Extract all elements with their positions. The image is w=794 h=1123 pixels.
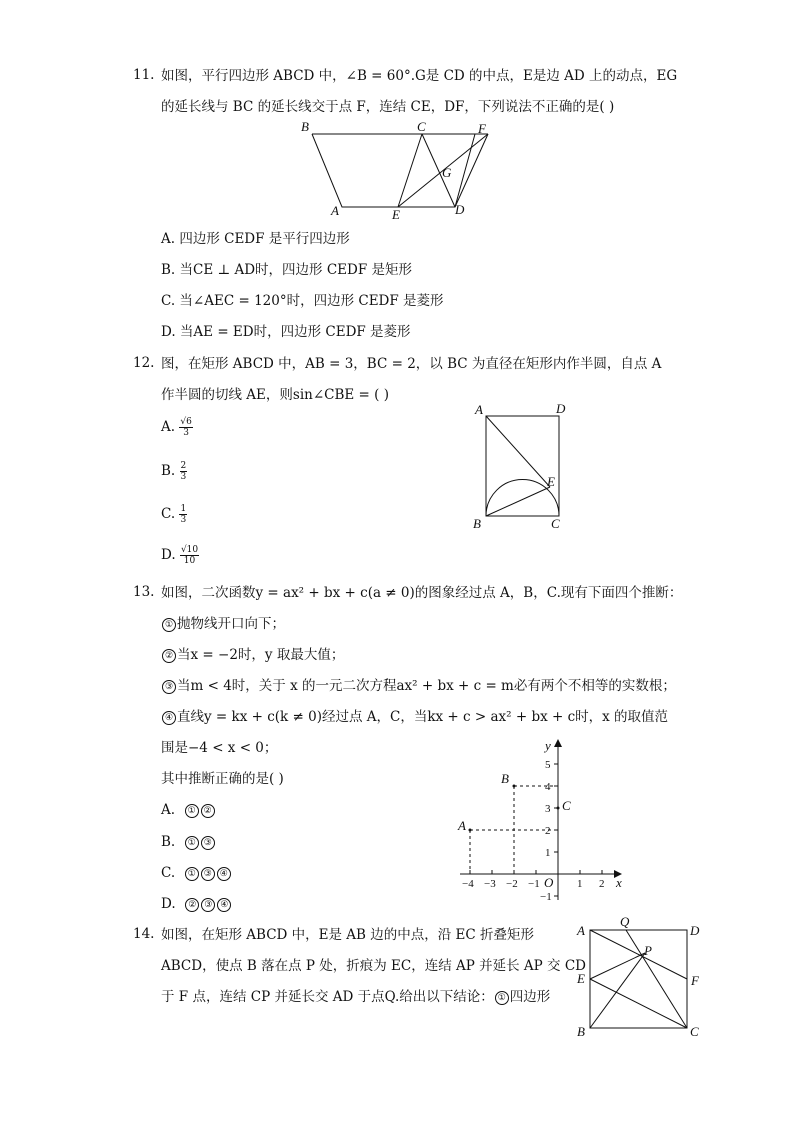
q13-item-2-mark: ② [162, 649, 176, 663]
q14-line2: ABCD，使点 B 落在点 P 处，折痕为 EC，连结 AP 并延长 AP 交 CD [161, 958, 586, 974]
q11-label-D: D [455, 202, 465, 217]
circled-number-mark: ③ [201, 867, 215, 881]
q14-label-A: A [577, 923, 585, 938]
q12-label-D: D [556, 401, 566, 416]
q14-label-D: D [690, 923, 700, 938]
q12-label-E: E [547, 474, 555, 489]
q13-item-3-text: 当m < 4时，关于 x 的一元二次方程ax² + bx + c = m必有两个不相等的实数根； [177, 678, 676, 694]
q14-rectangle [590, 930, 687, 1028]
q14-line3-mark: ① [495, 991, 509, 1005]
q11-option-d: D. 当AE = ED时，四边形 CEDF 是菱形 [161, 324, 411, 340]
q12-label-C: C [551, 516, 560, 531]
q14-line1: 如图，在矩形 ABCD 中，E是 AB 边的中点，沿 EC 折叠矩形 [161, 927, 535, 943]
circled-number-mark: ① [185, 804, 199, 818]
q12-option-c-denominator: 3 [180, 515, 187, 525]
q11-option-c: C. 当∠AEC = 120°时，四边形 CEDF 是菱形 [161, 293, 444, 309]
q13-ytick-2: 2 [545, 825, 551, 837]
q12-option-b-label: B. [161, 463, 176, 479]
q14-label-Q: Q [620, 914, 630, 929]
circled-number-mark: ④ [217, 867, 231, 881]
q11-label-F: F [478, 121, 486, 136]
q13-number: 13. [133, 584, 155, 600]
q13-label-B: B [501, 771, 509, 786]
q13-ytick-neg1: −1 [540, 891, 552, 903]
q12-option-d-label: D. [161, 547, 176, 563]
q12-stem-line1: 图，在矩形 ABCD 中，AB = 3，BC = 2，以 BC 为直径在矩形内作半圆，自点 A [161, 356, 662, 372]
q13-item-2-text: 当x = −2时，y 取最大值； [177, 647, 345, 663]
q13-item-1-mark: ① [162, 618, 176, 632]
q13-item-4-mark: ④ [162, 711, 176, 725]
q11-label-C: C [417, 119, 426, 134]
q12-option-a-numerator: √6 [180, 417, 192, 427]
q12-option-d-numerator: √10 [180, 545, 199, 555]
q12-stem-line2: 作半圆的切线 AE，则sin∠CBE = ( ) [161, 387, 389, 403]
q13-prompt: 其中推断正确的是( ) [161, 771, 284, 787]
q13-xtick-1: 1 [577, 878, 583, 890]
q13-option-a-label: A. [161, 802, 176, 818]
q11-stem-line1: 如图，平行四边形 ABCD 中，∠B = 60°.G是 CD 的中点，E是边 AD 上的动点，EG [161, 68, 678, 84]
q14-label-E: E [577, 971, 585, 986]
q14-label-B: B [577, 1024, 585, 1039]
q13-xtick-neg1: −1 [528, 878, 540, 890]
q12-option-c-numerator: 1 [180, 504, 187, 514]
q13-option-c-label: C. [161, 865, 176, 881]
q11-label-A: A [331, 203, 339, 218]
q13-line5: 围是−4 < x < 0； [161, 740, 278, 756]
q14-label-C: C [690, 1024, 699, 1039]
circled-number-mark: ③ [201, 836, 215, 850]
q13-ytick-1: 1 [545, 847, 551, 859]
q11-number: 11. [133, 67, 155, 83]
circled-number-mark: ③ [201, 898, 215, 912]
q13-item-4-text: 直线y = kx + c(k ≠ 0)经过点 A，C，当kx + c > ax² + bx + c时，x 的取值范 [177, 709, 669, 725]
q13-xtick-neg4: −4 [462, 878, 474, 890]
q12-option-b-denominator: 3 [180, 472, 187, 482]
q12-option-a-denominator: 3 [183, 428, 189, 438]
q14-label-P: P [644, 943, 652, 958]
circled-number-mark: ① [185, 867, 199, 881]
circled-number-mark: ② [185, 898, 199, 912]
q13-xtick-2: 2 [599, 878, 605, 890]
q13-xtick-neg2: −2 [506, 878, 518, 890]
q12-option-c-label: C. [161, 506, 176, 522]
q13-stem-line1: 如图，二次函数y = ax² + bx + c(a ≠ 0)的图象经过点 A，B，C.现有下面四个推断： [161, 585, 683, 601]
q12-option-a-label: A. [161, 419, 176, 435]
q13-origin-label: O [544, 875, 554, 890]
q13-item-1-text: 抛物线开口向下； [177, 616, 285, 632]
q12-option-b-numerator: 2 [180, 461, 187, 471]
q13-xtick-neg3: −3 [484, 878, 496, 890]
q13-ytick-3: 3 [545, 803, 551, 815]
q13-item-3-mark: ③ [162, 680, 176, 694]
q14-line3-end: 四边形 [509, 989, 551, 1005]
q11-label-G: G [442, 165, 452, 180]
q12-label-A: A [475, 402, 483, 417]
q11-label-B: B [301, 119, 309, 134]
q12-label-B: B [473, 516, 481, 531]
q12-number: 12. [133, 355, 155, 371]
q14-line3-text: 于 F 点，连结 CP 并延长交 AD 于点Q.给出以下结论： [161, 989, 494, 1005]
circled-number-mark: ① [185, 836, 199, 850]
q14-label-F: F [691, 973, 699, 988]
q11-label-E: E [392, 207, 400, 222]
q11-option-b: B. 当CE ⊥ AD时，四边形 CEDF 是矩形 [161, 262, 412, 278]
q13-y-label: y [545, 738, 551, 753]
q14-number: 14. [133, 926, 155, 942]
circled-number-mark: ② [201, 804, 215, 818]
q13-x-label: x [616, 875, 622, 890]
circled-number-mark: ④ [217, 898, 231, 912]
q11-stem-line2: 的延长线与 BC 的延长线交于点 F，连结 CE，DF，下列说法不正确的是( ) [161, 99, 615, 115]
q13-option-b-label: B. [161, 834, 176, 850]
q11-option-a: A. 四边形 CEDF 是平行四边形 [161, 231, 350, 247]
q13-option-d-label: D. [161, 896, 176, 912]
q13-label-C: C [562, 798, 571, 813]
q12-option-d-denominator: 10 [183, 556, 196, 566]
q13-label-A: A [458, 818, 466, 833]
q13-ytick-4: 4 [545, 781, 551, 793]
q13-ytick-5: 5 [545, 759, 551, 771]
